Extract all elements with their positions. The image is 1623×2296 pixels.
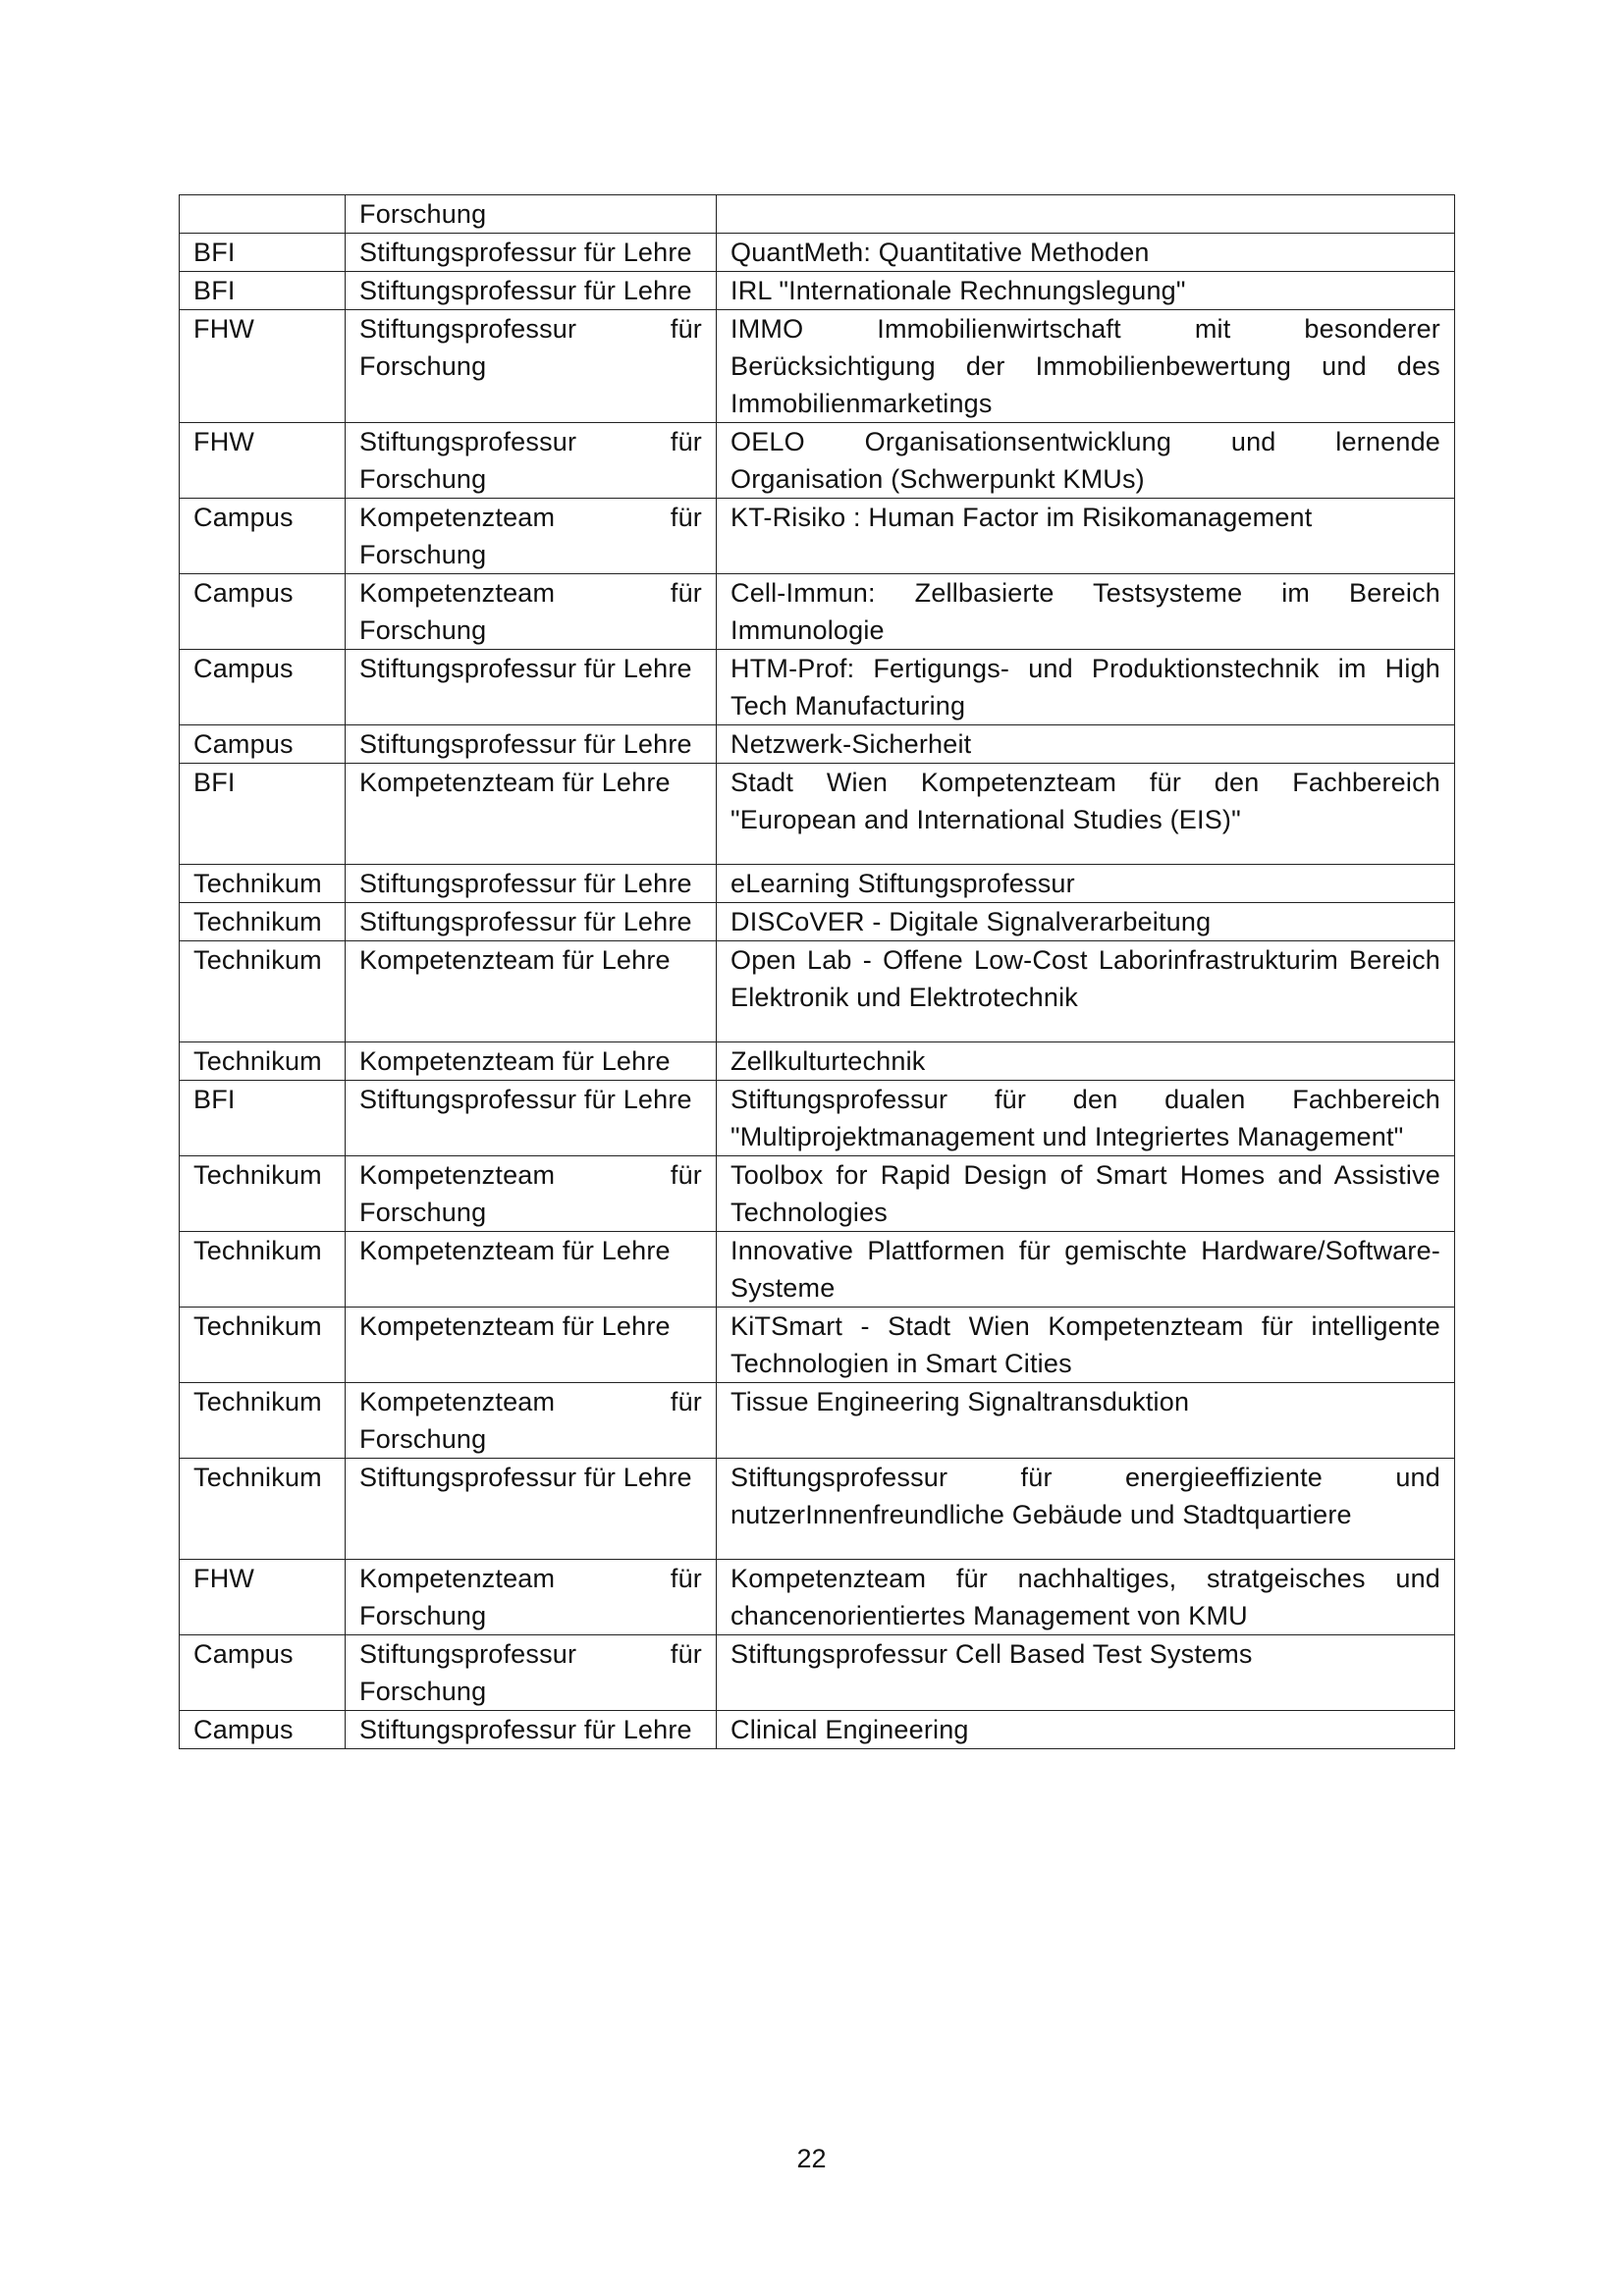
- type-cell: Stiftungsprofessur für Lehre: [346, 1459, 717, 1560]
- institution-cell: Technikum: [180, 1042, 346, 1081]
- institution-cell: BFI: [180, 272, 346, 310]
- title-cell: Zellkulturtechnik: [717, 1042, 1455, 1081]
- type-cell: Kompetenzteam für Lehre: [346, 1308, 717, 1383]
- type-cell: Stiftungsprofessur für Lehre: [346, 1711, 717, 1749]
- table-row: [180, 234, 1455, 272]
- table-row: [180, 1308, 1455, 1383]
- institution-cell: Campus: [180, 574, 346, 650]
- title-cell: Clinical Engineering: [717, 1711, 1455, 1749]
- table-row: [180, 764, 1455, 865]
- title-cell: Tissue Engineering Signaltransduktion: [717, 1383, 1455, 1459]
- table-row: [180, 725, 1455, 764]
- table-row: [180, 865, 1455, 903]
- type-cell: Stiftungsprofessur für Lehre: [346, 650, 717, 725]
- table-row: [180, 1081, 1455, 1156]
- type-cell: Kompetenzteam für Forschung: [346, 574, 717, 650]
- type-cell: Kompetenzteam für Lehre: [346, 1042, 717, 1081]
- type-cell: Kompetenzteam für Forschung: [346, 499, 717, 574]
- type-cell: Kompetenzteam für Forschung: [346, 1560, 717, 1635]
- table-row: [180, 499, 1455, 574]
- table-row: [180, 1383, 1455, 1459]
- title-cell: Stiftungsprofessur für den dualen Fachbereich "Multiprojektmanagement und Integriertes Management": [717, 1081, 1455, 1156]
- institution-cell: Technikum: [180, 1232, 346, 1308]
- institution-cell: Campus: [180, 499, 346, 574]
- type-cell: Kompetenzteam für Forschung: [346, 1156, 717, 1232]
- table-row: [180, 423, 1455, 499]
- type-cell: Kompetenzteam für Lehre: [346, 1232, 717, 1308]
- institution-cell: Technikum: [180, 1383, 346, 1459]
- title-cell: IRL "Internationale Rechnungslegung": [717, 272, 1455, 310]
- title-cell: DISCoVER - Digitale Signalverarbeitung: [717, 903, 1455, 941]
- table-row: [180, 941, 1455, 1042]
- title-cell: Stadt Wien Kompetenzteam für den Fachbereich "European and International Studies (EIS)": [717, 764, 1455, 865]
- type-cell: Stiftungsprofessur für Forschung: [346, 423, 717, 499]
- table-row: [180, 195, 1455, 234]
- title-cell: QuantMeth: Quantitative Methoden: [717, 234, 1455, 272]
- institution-cell: Technikum: [180, 1459, 346, 1560]
- table-row: [180, 903, 1455, 941]
- institution-cell: Technikum: [180, 941, 346, 1042]
- page-number: 22: [796, 2144, 827, 2173]
- table-row: [180, 1560, 1455, 1635]
- institution-cell: Campus: [180, 725, 346, 764]
- table-row: [180, 574, 1455, 650]
- table-row: [180, 1156, 1455, 1232]
- title-cell: OELO Organisationsentwicklung und lernende Organisation (Schwerpunkt KMUs): [717, 423, 1455, 499]
- title-cell: KiTSmart - Stadt Wien Kompetenzteam für intelligente Technologien in Smart Cities: [717, 1308, 1455, 1383]
- institution-cell: Campus: [180, 1635, 346, 1711]
- type-cell: Stiftungsprofessur für Lehre: [346, 903, 717, 941]
- title-cell: Innovative Plattformen für gemischte Hardware/Software-Systeme: [717, 1232, 1455, 1308]
- title-cell: [717, 195, 1455, 234]
- type-cell: Stiftungsprofessur für Lehre: [346, 865, 717, 903]
- title-cell: IMMO Immobilienwirtschaft mit besonderer Berücksichtigung der Immobilienbewertung und des Immobilienmarketings: [717, 310, 1455, 423]
- table-row: [180, 1232, 1455, 1308]
- institution-cell: Campus: [180, 1711, 346, 1749]
- type-cell: Kompetenzteam für Forschung: [346, 1383, 717, 1459]
- type-cell: Stiftungsprofessur für Forschung: [346, 310, 717, 423]
- institution-cell: [180, 195, 346, 234]
- title-cell: Netzwerk-Sicherheit: [717, 725, 1455, 764]
- institution-cell: FHW: [180, 310, 346, 423]
- title-cell: Open Lab - Offene Low-Cost Laborinfrastrukturim Bereich Elektronik und Elektrotechnik: [717, 941, 1455, 1042]
- title-cell: Toolbox for Rapid Design of Smart Homes and Assistive Technologies: [717, 1156, 1455, 1232]
- institution-cell: FHW: [180, 423, 346, 499]
- institution-cell: BFI: [180, 1081, 346, 1156]
- institution-cell: BFI: [180, 234, 346, 272]
- title-cell: Kompetenzteam für nachhaltiges, stratgeisches und chancenorientiertes Management von KMU: [717, 1560, 1455, 1635]
- institution-cell: BFI: [180, 764, 346, 865]
- table-row: [180, 272, 1455, 310]
- title-cell: HTM-Prof: Fertigungs- und Produktionstechnik im High Tech Manufacturing: [717, 650, 1455, 725]
- title-cell: KT-Risiko : Human Factor im Risikomanagement: [717, 499, 1455, 574]
- title-cell: Cell-Immun: Zellbasierte Testsysteme im Bereich Immunologie: [717, 574, 1455, 650]
- title-cell: Stiftungsprofessur für energieeffiziente und nutzerInnenfreundliche Gebäude und Stadtquartiere: [717, 1459, 1455, 1560]
- title-cell: eLearning Stiftungsprofessur: [717, 865, 1455, 903]
- institution-cell: Technikum: [180, 865, 346, 903]
- table-row: [180, 310, 1455, 423]
- table-row: [180, 1711, 1455, 1749]
- title-cell: Stiftungsprofessur Cell Based Test Systems: [717, 1635, 1455, 1711]
- type-cell: Stiftungsprofessur für Forschung: [346, 1635, 717, 1711]
- table-row: [180, 1042, 1455, 1081]
- table-row: [180, 650, 1455, 725]
- institution-cell: Technikum: [180, 1308, 346, 1383]
- institution-cell: Technikum: [180, 903, 346, 941]
- type-cell: Kompetenzteam für Lehre: [346, 764, 717, 865]
- institution-cell: Technikum: [180, 1156, 346, 1232]
- type-cell: Stiftungsprofessur für Lehre: [346, 725, 717, 764]
- type-cell: Forschung: [346, 195, 717, 234]
- type-cell: Kompetenzteam für Lehre: [346, 941, 717, 1042]
- institution-cell: FHW: [180, 1560, 346, 1635]
- type-cell: Stiftungsprofessur für Lehre: [346, 272, 717, 310]
- funding-table: [179, 194, 1455, 1749]
- table-row: [180, 1459, 1455, 1560]
- table-row: [180, 1635, 1455, 1711]
- institution-cell: Campus: [180, 650, 346, 725]
- type-cell: Stiftungsprofessur für Lehre: [346, 1081, 717, 1156]
- type-cell: Stiftungsprofessur für Lehre: [346, 234, 717, 272]
